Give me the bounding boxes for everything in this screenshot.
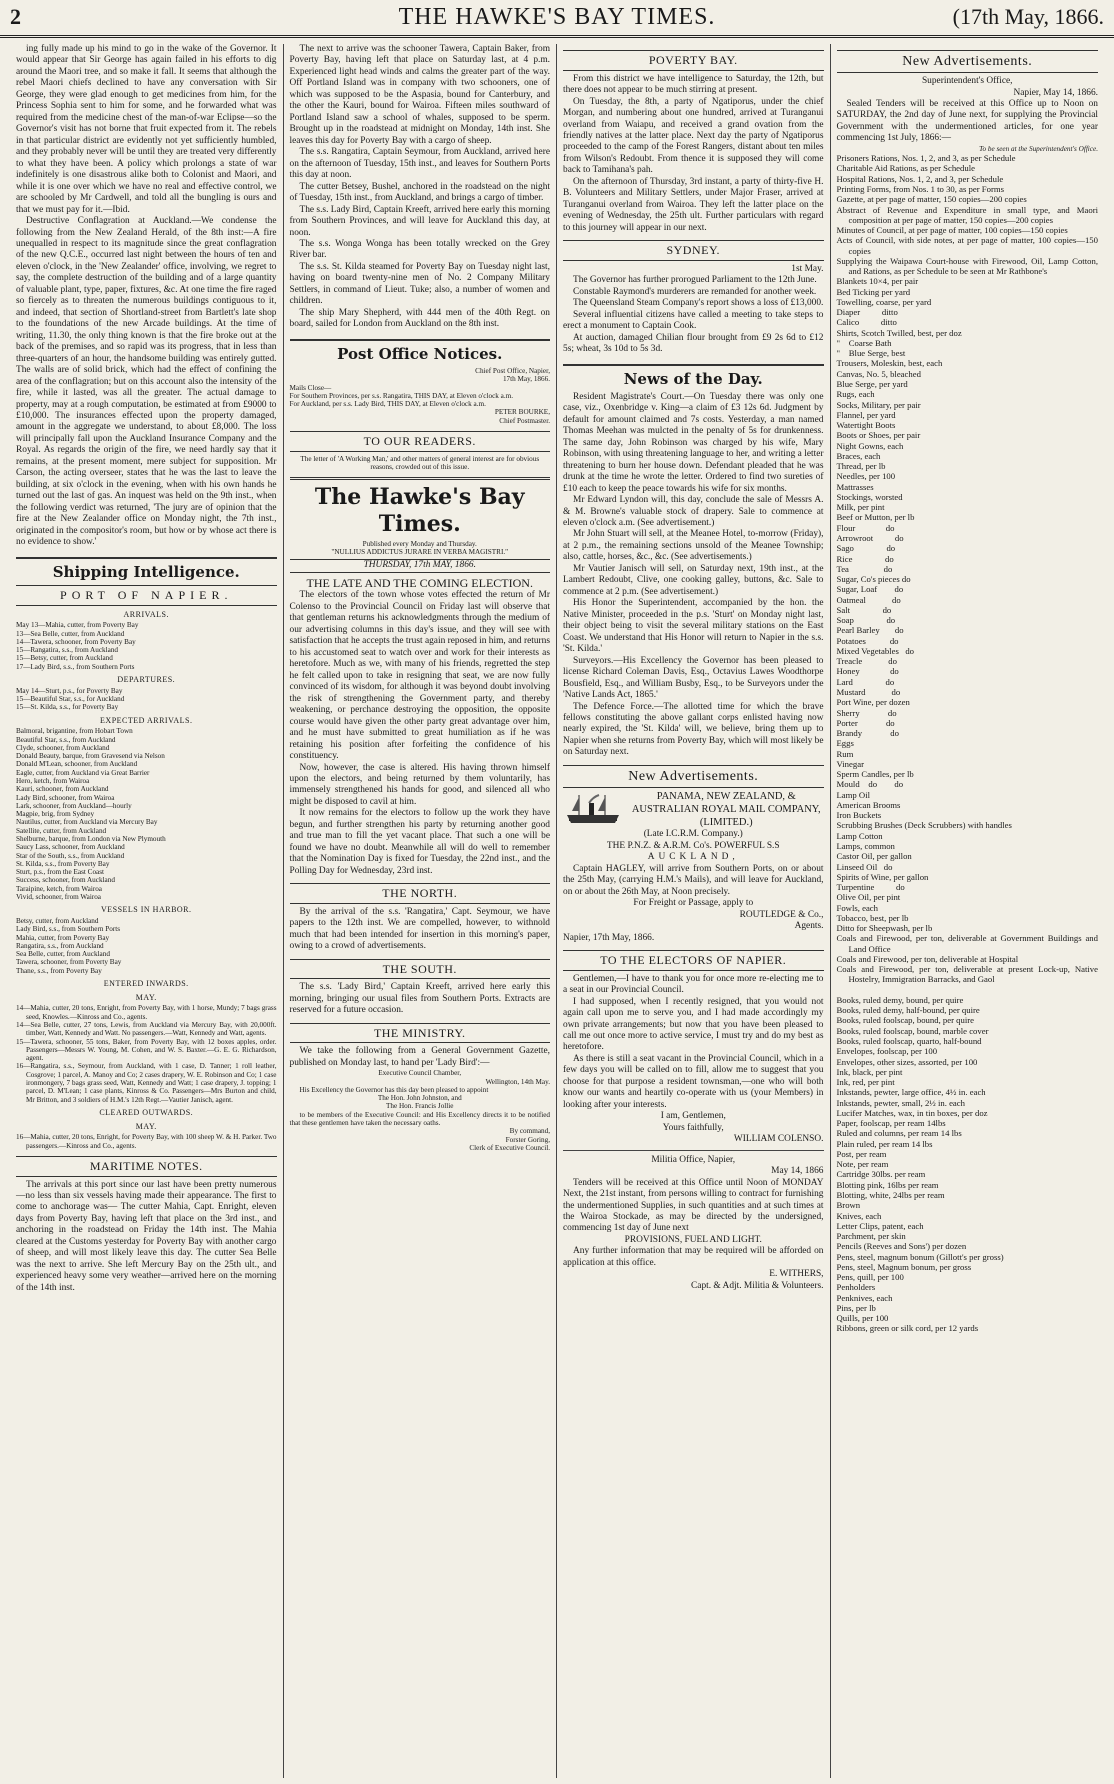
list-item: Penknives, each	[836, 1292, 893, 1303]
list-item: Lamps, common	[836, 840, 895, 851]
masthead: The Hawke's Bay Times.	[290, 477, 551, 538]
list-item: Supplying the Waipawa Court-house with Firewood, Oil, Lamp Cotton, and Rations, as per Schedule to be seen at Mr Rathbone's	[836, 255, 1101, 277]
list-item: Shirts, Scotch Twilled, best, per doz	[836, 327, 962, 338]
list-item: Nautilus, cutter, from Auckland via Mercury Bay	[16, 818, 158, 827]
panama-late: (Late I.C.R.M. Company.)	[643, 829, 743, 840]
list-item: Mixed Vegetables do	[836, 645, 915, 656]
departures-heading: DEPARTURES.	[117, 674, 176, 684]
departures-list	[16, 687, 277, 712]
ministry-heading: THE MINISTRY.	[290, 1023, 551, 1044]
list-item: Books, ruled foolscap, quarto, half-bound	[836, 1036, 982, 1047]
port-heading: PORT OF NAPIER.	[16, 585, 277, 606]
list-item: Lady Bird, s.s., from Southern Ports	[16, 925, 121, 934]
list-item: Coals and Firewood, per ton, deliverable at present Lock-up, Native Hostelry, Immigration Barracks, and Gaol	[836, 964, 1101, 985]
poverty-bay-p1: From this district we have intelligence to Saturday, the 12th, but there does not appear to be much stirring at present.	[563, 73, 824, 96]
list-item: 15—Beautiful Star, s.s., for Auckland	[16, 695, 125, 704]
list-item: 15—Tawera, schooner, 55 tons, Baker, from Poverty Bay, with 12 boxes apples, order. Passengers—Messrs W. Young, M. Cohen, and W. S. Baxter.—G. E. G. Richardson, agent.	[16, 1037, 279, 1063]
list-item: Inkstands, pewter, small, 2½ in. each	[836, 1097, 965, 1108]
harbor-list	[16, 917, 277, 975]
list-item: Ditto for Sheepwash, per lb	[836, 923, 933, 934]
leader-date: THURSDAY, 17th MAY, 1866.	[290, 559, 551, 572]
list-item: Books, ruled foolscap, bound, marble cover	[836, 1025, 989, 1036]
published-line: Published every Monday and Thursday.	[362, 539, 477, 548]
list-item: Turpentine do	[836, 882, 905, 893]
electors-heading: TO THE ELECTORS OF NAPIER.	[563, 950, 824, 971]
list-item: Brandy do	[836, 728, 899, 739]
sydney-p3: The Queensland Steam Company's report shows a loss of £13,000.	[573, 298, 824, 309]
list-item: Sugar, Co's pieces do	[836, 574, 911, 585]
outwards-list	[16, 1133, 277, 1150]
list-item: Vivid, schooner, from Wairoa	[16, 892, 101, 901]
list-item: Pens, steel, Magnum bonum, per gross	[836, 1261, 972, 1272]
ministry-role: Clerk of Executive Council.	[469, 1143, 550, 1152]
post-office-date: 17th May, 1866.	[502, 375, 550, 384]
superintendent-office: Superintendent's Office,	[921, 76, 1013, 87]
list-item: Ruled and columns, per ream 14 lbs	[836, 1128, 962, 1139]
list-item: Cartridge 30lbs. per ream	[836, 1169, 926, 1180]
list-item: Minutes of Council, at per page of matter, 100 copies—150 copies	[836, 225, 1068, 236]
list-item: Beef or Mutton, per lb	[836, 512, 915, 523]
list-item: Taraipine, ketch, from Wairoa	[16, 884, 102, 893]
list-item: Books, ruled demy, bound, per quire	[836, 994, 964, 1005]
panama-advertisement	[563, 791, 824, 944]
list-item: American Brooms	[836, 799, 901, 810]
list-item: Mustard do	[836, 686, 901, 697]
list-item: Books, ruled demy, half-bound, per quire	[836, 1005, 980, 1016]
columns	[10, 44, 1104, 1778]
list-item: Sago do	[836, 543, 896, 554]
list-item: Sherry do	[836, 707, 897, 718]
expected-heading: EXPECTED ARRIVALS.	[100, 715, 193, 725]
list-item: Letter Clips, patent, each	[836, 1220, 924, 1231]
list-item: Pens, quill, per 100	[836, 1272, 904, 1283]
list-item	[837, 985, 1099, 995]
panama-title: PANAMA, NEW ZEALAND, & AUSTRALIAN ROYAL MAIL COMPANY, (LIMITED.)	[631, 790, 821, 828]
list-item: Potatoes do	[836, 635, 899, 646]
column-2	[284, 44, 558, 1778]
list-item: Inkstands, pewter, large office, 4½ in. each	[836, 1087, 986, 1098]
list-item: Donald Beauty, barque, from Gravesend via Nelson	[16, 752, 165, 761]
list-item: Socks, Military, per pair	[836, 399, 921, 410]
list-item: May 14—Sturt, p.s., for Poverty Bay	[16, 686, 123, 695]
news-janisch: Mr Vautier Janisch will sell, on Saturday next, 19th inst., at the Lambert Redoubt, Clive, one cooking galley, buttons, &c. Sale to commence at 2 p.m. (See advertisement.)	[563, 563, 824, 597]
list-item: Boots or Shoes, per pair	[836, 430, 921, 441]
list-item: Satellite, cutter, from Auckland	[16, 826, 107, 835]
ministry-appointee-2: The Hon. Francis Jollie	[386, 1102, 454, 1111]
militia-role: Capt. & Adjt. Militia & Volunteers.	[691, 1280, 824, 1291]
list-item: Mattrasses	[836, 481, 874, 492]
news-stuart: Mr John Stuart will sell, at the Meanee Hotel, to-morrow (Friday), at 2 p.m., the remaining sections unsold of the Meanee Township; also, cattle, horses, &c., &c. (See advertisements.)	[563, 529, 824, 563]
list-item: Thread, per lb	[836, 461, 886, 472]
list-item: Success, schooner, from Auckland	[16, 876, 115, 885]
list-item: Gazette, at per page of matter, 150 copies—200 copies	[836, 194, 1027, 205]
tender-items-list	[837, 153, 1099, 1334]
panama-agent: ROUTLEDGE & Co.,	[739, 909, 824, 920]
issue-date: (17th May, 1866.	[952, 4, 1104, 29]
arrivals-heading: ARRIVALS.	[123, 609, 169, 619]
list-item: Flour do	[836, 522, 895, 533]
column-1	[10, 44, 284, 1778]
list-item: Tobacco, best, per lb	[836, 912, 909, 923]
column-3	[557, 44, 831, 1778]
post-office-origin: Chief Post Office, Napier,	[475, 367, 550, 376]
south-text: The s.s. 'Lady Bird,' Captain Kreeft, arrived here early this morning, bringing our usual files from Southern Ports. Extracts are reserved for a future occasion.	[289, 982, 550, 1016]
list-item: Shelburne, barque, from London via New Plymouth	[16, 834, 166, 843]
poverty-bay-p2: On Tuesday, the 8th, a party of Ngatiporus, under the chief Morgan, and numbering about one hundred, arrived at Turanganui overland from Waiapu, and received a grand ovation from the friendly natives at the latter place. Next day the party of Ngatiporus proceeded to the camp of the Forest Rangers, distant about ten miles from Wilson's Redoubt. From thence it is supposed they will come back to Tamihana's pah.	[563, 96, 824, 176]
sydney-p2: Constable Raymond's murderers are remanded for another week.	[573, 286, 817, 297]
ministry-date: Wellington, 14th May.	[485, 1077, 550, 1086]
list-item: Lady Bird, schooner, from Wairoa	[16, 793, 115, 802]
motto: "NULLIUS ADDICTUS JURARE IN VERBA MAGISTRI."	[331, 548, 509, 557]
list-item: 15—St. Kilda, s.s., for Poverty Bay	[16, 703, 119, 712]
post-office-heading: Post Office Notices.	[290, 339, 551, 363]
divider	[563, 1150, 824, 1151]
electors-yours: Yours faithfully,	[662, 1122, 724, 1133]
south-heading: THE SOUTH.	[290, 959, 551, 980]
election-p2: Now, however, the case is altered. His having thrown himself upon the electors, and being returned by them voluntarily, has immensely strengthened his hands for good, and silenced all who might be disposed to cavil at him.	[289, 762, 550, 807]
panama-date: Napier, 17th May, 1866.	[563, 932, 655, 943]
list-item: Towelling, coarse, per yard	[836, 296, 932, 307]
outwards-heading: CLEARED OUTWARDS.	[99, 1107, 194, 1117]
mail-auckland: For Auckland, per s.s. Lady Bird, THIS DAY, at Eleven o'clock a.m.	[289, 400, 486, 409]
steamship-icon	[563, 793, 623, 827]
inwards-heading: ENTERED INWARDS.	[103, 978, 189, 988]
article-continuation: ing fully made up his mind to go in the wake of the Governor. It would appear that Sir George has again failed in his efforts to dig around the Maori tree, and so make it fall. It seems that although the rebel Maori chiefs declined to have any conversation with Sir George, they were glad enough to get medicines from him, for the Princess Sophia sent to him for some, and he forwarded what was required from the medicine chest of the man-of-war Eclipse—so the Governor's visit has not borne that fruit expected from it. The rebels in that particular district are evidently not yet sufficiently humbled, and they probably never will be until they are treated very differently to what they have been. A policy which prolongs a state of war indefinitely is one disastrous alike both to Colonist and Maori, and while it is one over which we have no real and effective control, we are schooled by Mr Cardwell, and told all the bungling is ours and that we must pay for it.—Ibid.	[16, 44, 277, 215]
electors-p3: As there is still a seat vacant in the Provincial Council, which in a few days you will be called on to fill, allow me to suggest that you choose for that purpose a resident townsman,—one who will both know our wants and heartily co-operate with us (your Members) in looking after your interests.	[563, 1053, 824, 1110]
list-item: Ribbons, green or silk cord, per 12 yards	[836, 1323, 979, 1334]
news-court: Resident Magistrate's Court.—On Tuesday there was only one case, viz., Oxenbridge v. King—a claim of £3 12s 6d. Judgment by default for amount claimed and 7s costs. Yesterday, a man named Thomas Meehan was mulcted in the penalty of 5s for drunkenness. The same day, John Robinson was charged by his wife, Mary Robinson, with using threatening language to her, and writing a letter threatening to burn her house down. Defendant pleaded that he was drunk at the time he wrote the letter. Ordered to find two sureties of £10 each to keep the peace towards his wife for six months.	[563, 391, 824, 494]
list-item: Ink, black, per pint	[836, 1066, 903, 1077]
list-item: 14—Mahia, cutter, 20 tons, Enright, from Poverty Bay, with 1 horse, Mundy; 7 bags grass seed, Knowles.—Kinross and Co., agents.	[16, 1004, 279, 1021]
postmaster-name: PETER BOURKE,	[494, 408, 550, 417]
electors-p1: Gentlemen,—I have to thank you for once more re-electing me to a seat in our Provincial Council.	[563, 973, 824, 996]
newspaper-title: THE HAWKE'S BAY TIMES.	[398, 4, 716, 30]
list-item: Port Wine, per dozen	[836, 697, 910, 708]
list-item: Abstract of Revenue and Expenditure in small type, and Maori composition at per page of matter, 150 copies—200 copies	[836, 204, 1101, 225]
list-item: Vinegar	[836, 758, 864, 769]
list-item: Pearl Barley do	[836, 625, 904, 636]
list-item: Pins, per lb	[836, 1302, 876, 1313]
list-item: Star of the South, s.s., from Auckland	[16, 851, 125, 860]
maritime-tawera: The next to arrive was the schooner Tawera, Captain Baker, from Poverty Bay, having left that place on Saturday last, at 4 p.m. Experienced light head winds and calms the greater part of the way. Off Portland Island was in company with two schooners, one of which was supposed to be the Aspasia, bound for Canterbury, and the other the Kauri, bound for Wairoa. Fifteen miles southward of Portland Island saw a school of whales, supposed to be sperm. Brought up in the roadstead at midnight on Monday, 14th inst. She leaves this day for Poverty Bay with a cargo of sheep.	[289, 44, 550, 146]
list-item: Ink, red, per pint	[836, 1077, 895, 1088]
ministry-text: His Excellency the Governor has this day been pleased to appoint	[299, 1085, 489, 1094]
list-item: Clyde, schooner, from Auckland	[16, 743, 110, 752]
list-item: Tea do	[836, 563, 893, 574]
list-item: 16—Mahia, cutter, 20 tons, Enright, for Poverty Bay, with 100 sheep W. & H. Parker. Two passengers.—Kinross and Co., agents.	[16, 1133, 279, 1150]
column-4	[831, 44, 1105, 1778]
election-heading: THE LATE AND THE COMING ELECTION.	[306, 575, 533, 590]
list-item: Donald M'Lean, schooner, from Auckland	[16, 760, 138, 769]
list-item: Tawera, schooner, from Poverty Bay	[16, 958, 122, 967]
list-item: " Coarse Bath	[836, 337, 892, 348]
list-item: 14—Tawera, schooner, from Poverty Bay	[16, 637, 136, 646]
list-item: Arrowroot do	[836, 533, 904, 543]
maritime-st-kilda: The s.s. St. Kilda steamed for Poverty Bay on Tuesday night last, having on board twenty-nine men of No. 2 Company Military Settlers, in command of Lieut. Tuke; also, a number of women and children.	[289, 261, 550, 307]
electors-signature: WILLIAM COLENSO.	[733, 1134, 824, 1145]
list-item: Sea Belle, cutter, from Auckland	[16, 950, 110, 959]
list-item: Prisoners Rations, Nos. 1, 2, and 3, as per Schedule	[836, 153, 1016, 164]
list-item: Brown	[836, 1200, 861, 1211]
outwards-month: MAY.	[135, 1121, 157, 1131]
list-item: Lucifer Matches, wax, in tin boxes, per doz	[836, 1107, 988, 1118]
list-item: Blotting, white, 24lbs per ream	[836, 1190, 945, 1200]
list-item: Calico ditto	[836, 317, 897, 328]
mail-southern: For Southern Provinces, per s.s. Rangatira, THIS DAY, at Eleven o'clock a.m.	[289, 391, 514, 400]
militia-info: Any further information that may be required will be afforded on application at this office.	[563, 1246, 824, 1268]
list-item: Bed Ticking per yard	[836, 286, 911, 297]
ministry-chamber: Executive Council Chamber,	[378, 1069, 462, 1078]
list-item: Envelopes, foolscap, per 100	[836, 1046, 938, 1057]
list-item: Hero, ketch, from Wairoa	[16, 777, 90, 786]
list-item: Porter do	[836, 717, 895, 728]
list-item: Lamp Oil	[836, 789, 871, 800]
list-item: Mahia, cutter, from Poverty Bay	[16, 933, 110, 942]
militia-office: Militia Office, Napier,	[651, 1154, 736, 1165]
list-item: Knives, each	[836, 1210, 882, 1221]
list-item: Sugar, Loaf do	[836, 584, 904, 595]
advertisements-heading: New Advertisements.	[837, 50, 1099, 73]
maritime-heading: MARITIME NOTES.	[16, 1156, 277, 1177]
mails-close-label: Mails Close—	[289, 383, 332, 392]
list-item: Beautiful Star, s.s., from Auckland	[16, 735, 116, 744]
panama-text: Captain HAGLEY, will arrive from Southern Ports, on or about the 25th May, (carrying H.M.'s Mails), and will leave for Auckland, on or about the 26th May, at Noon precisely.	[563, 863, 824, 897]
electors-closing: I am, Gentlemen,	[660, 1111, 726, 1122]
list-item: 15—Rangatira, s.s., from Auckland	[16, 646, 119, 655]
maritime-betsey: The cutter Betsey, Bushel, anchored in the roadstead on the night of Tuesday, 15th inst., from Auckland, and brings a cargo of timber.	[289, 181, 550, 204]
news-defence: The Defence Force.—The allotted time for which the brave fellows constituting the above gallant corps enlisted having now nearly expired, the 'St. Kilda' will, we believe, bring them up to Napier when she returns from Poverty Bay, which will most likely be on Saturday next.	[563, 701, 824, 758]
list-item: Soap do	[836, 615, 896, 626]
list-item: Rice do	[836, 553, 894, 564]
list-item: Mould do do	[836, 779, 904, 790]
maritime-rangatira: The s.s. Rangatira, Captain Seymour, from Auckland, arrived here on the afternoon of Tuesday, 15th inst., and leaves for Southern Ports this day at noon.	[289, 147, 550, 181]
panama-steamer: THE P.N.Z. & A.R.M. Co's. POWERFUL S.S	[606, 840, 780, 851]
list-item: Trousers, Moleskin, best, each	[836, 358, 943, 369]
list-item: Betsy, cutter, from Auckland	[16, 916, 99, 925]
list-item: 14—Sea Belle, cutter, 27 tons, Lewis, from Auckland via Mercury Bay, with 20,000ft. timber, Watt, Kennedy and Watt. No passengers.—Watt, Kennedy and Watt, agents.	[16, 1021, 279, 1038]
list-item: Magpie, brig, from Sydney	[16, 810, 95, 819]
list-item: Eggs	[836, 738, 854, 749]
election-p3: It now remains for the electors to follow up the work they have begun, and further strengthen his party by returning another good and true man to fill the yet vacant place. That such a one will be found we have no doubt. Meanwhile all will do well to remember that the Nomination Day is fixed for Tuesday, the 22nd inst., and the Polling Day for Wednesday, 23rd inst.	[289, 808, 550, 876]
list-item: Kauri, schooner, from Auckland	[16, 785, 109, 794]
shipping-heading: Shipping Intelligence.	[16, 557, 277, 581]
sydney-heading: SYDNEY.	[563, 240, 824, 261]
list-item: Flannel, per yard	[836, 409, 896, 420]
list-item: Castor Oil, per gallon	[836, 851, 912, 862]
harbor-heading: VESSELS IN HARBOR.	[100, 905, 192, 915]
list-item: Blankets 10×4, per pair	[836, 276, 919, 287]
list-item: Balmoral, brigantine, from Hobart Town	[16, 727, 133, 736]
news-superintendent: His Honor the Superintendent, accompanied by the hon. the Native Minister, proceeded in the p.s. 'Sturt' on Monday night last, their object being to visit the several military stations on the East Coast. We understand that His Honor will return to Napier in the s.s. 'St. Kilda.'	[563, 598, 824, 655]
maritime-lady-bird: The s.s. Lady Bird, Captain Kreeft, arrived here early this morning from Southern Provinces, and will leave for Auckland this day, at noon.	[289, 204, 550, 238]
militia-tenders: Tenders will be received at this Office until Noon of MONDAY Next, the 21st instant, from persons willing to contract for furnishing the undermentioned Supplies, in such quantities and at such times at the Wairoa Stockade, as may be directed by the undersigned, commencing 1st day of June next	[563, 1177, 824, 1234]
list-item: Blotting pink, 16lbs per ream	[836, 1179, 939, 1190]
list-item: Coals and Firewood, per ton, deliverable at Hospital	[836, 953, 1019, 964]
north-heading: THE NORTH.	[290, 883, 551, 904]
ministry-text-2: to be members of the Executive Council: and His Excellency directs it to be notified that these gentlemen have taken the necessary oaths.	[289, 1110, 550, 1127]
inwards-list	[16, 1004, 277, 1103]
militia-provisions: PROVISIONS, FUEL AND LIGHT.	[624, 1234, 762, 1245]
list-item: Plain ruled, per ream 14 lbs	[836, 1138, 933, 1149]
poverty-bay-heading: POVERTY BAY.	[563, 50, 824, 71]
list-item: 16—Rangatira, s.s., Seymour, from Auckland, with 1 case, D. Tanner; 1 roll leather, Cosgrove; 1 parcel, A. Manoy and Co; 2 cases drapery, W. E. Robinson and Co; 1 case ironmongery, 7 bags grass seed, Watt, Kennedy and Watt; 1 case drapery, J. topping; 1 parcel, D. M'Lean; 1 case plants, Kinross & Co. Passengers—Mrs Burton and child, Mr Britton, and 3 soldiers of H.M.'s 12th Regt.—Vautier Janisch, agent.	[16, 1062, 279, 1104]
list-item: Printing Forms, from Nos. 1 to 30, as per Forms	[836, 183, 1004, 194]
ministry-appointee-1: The Hon. John Johnston, and	[377, 1094, 462, 1103]
sydney-p1: The Governor has further prorogued Parliament to the 12th June.	[573, 275, 817, 286]
list-item: Blue Serge, per yard	[836, 379, 908, 390]
inwards-month: MAY.	[135, 992, 157, 1002]
list-item: Rum	[836, 748, 854, 759]
list-item: Braces, each	[836, 450, 881, 461]
readers-heading: TO OUR READERS.	[290, 431, 551, 452]
news-surveyors: Surveyors.—His Excellency the Governor has been pleased to license Richard Coleman Davis, Esq., Octavius Lawes Woodthorpe Bousfield, Esq., and William Busby, Esq., to be Surveyors under the 'Native Lands Act, 1865.'	[563, 655, 824, 701]
list-item: Needles, per 100	[836, 471, 896, 482]
list-item: 15—Betsy, cutter, from Auckland	[16, 654, 113, 663]
list-item: Fowls, each	[836, 902, 878, 913]
list-item: Night Gowns, each	[836, 440, 904, 451]
list-item: Quills, per 100	[836, 1313, 889, 1324]
election-p1: The electors of the town whose votes effected the return of Mr Colenso to the Provincial Council on Friday last will observe that that gentleman returns his acknowledgments through the medium of our advertising columns in this day's issue, and they will see with satisfaction that he accepts the trust again reposed in him, and returns to his accustomed seat to watch over and work for their interests as heretofore. Much as we, with many of his friends, regretted the step he felt called upon to take in resigning that seat, we are now fully convinced of its wisdom, for although it was beyond doubt involving the risk of strengthening the Government party, and thereby weakening, or perchance destroying the opposition, the opposite course would have given the other party great advantage over him, and he must have submitted to great humiliation as if he was retaining his position after forfeiting the confidence of his constituency.	[289, 590, 550, 762]
poverty-bay-p3: On the afternoon of Thursday, 3rd instant, a party of thirty-five H. B. Volunteers and Military Settlers, under Major Fraser, arrived at Turanganui overland from Wairoa. They left the latter place on the evening of Wednesday, the 25th ult. Further particulars with regard to this journey will appear in our next.	[563, 176, 824, 233]
list-item: Canvas, No. 5, bleached	[836, 368, 921, 379]
panama-agents-label: Agents.	[794, 921, 824, 932]
north-text: By the arrival of the s.s. 'Rangatira,' Capt. Seymour, we have papers to the 12th inst. We are compelled, however, to withnold much that had been intended for insertion in this morning's paper, owing to a crowd of advertisements.	[289, 906, 550, 952]
list-item: Milk, per pint	[836, 502, 885, 513]
list-item: Olive Oil, per pint	[836, 892, 901, 903]
ministry-intro: We take the following from a General Government Gazette, published on Monday last, to hand per 'Lady Bird':—	[289, 1046, 550, 1068]
maritime-notes: The arrivals at this port since our last have been pretty numerous—no less than six vessels having made their appearance. The first to come to anchorage was— The cutter Mahia, Capt. Enright, eleven days from Poverty Bay, having left that place on the 3rd inst., and anchoring in the roadstead on Friday the 14th inst. The Mahia cleared at the Customs yesterday for Poverty Bay with another cargo of sheep, and will most likely leave this day. The cutter Sea Belle was the next to arrive. She left Mercury Bay on the 25th ult., and experienced heavy some very weather—arrived here on the morning of the 14th inst.	[16, 1179, 277, 1293]
panama-apply: For Freight or Passage, apply to	[633, 898, 754, 909]
sydney-p5: At auction, damaged Chilian flour brought from £9 2s 6d to £12 5s; wheat, 3s 10d to 5s 3d.	[563, 332, 824, 355]
list-item: Lark, schooner, from Auckland—hourly	[16, 801, 132, 810]
list-item: Salt do	[836, 604, 892, 615]
list-item: Diaper ditto	[836, 307, 898, 318]
maritime-mary-shepherd: The ship Mary Shepherd, with 444 men of the 40th Regt. on board, sailed for London from Auckland on the 8th inst.	[289, 307, 550, 330]
sydney-p4: Several influential citizens have called a meeting to take steps to erect a monument to Captain Cook.	[563, 309, 824, 332]
list-item: Scrubbing Brushes (Deck Scrubbers) with handles	[836, 820, 1012, 831]
list-item: Sturt, p.s., from the East Coast	[16, 868, 105, 877]
postmaster-role: Chief Postmaster.	[499, 416, 550, 425]
page-number: 2	[10, 4, 21, 29]
list-item: Watertight Boots	[836, 420, 896, 431]
list-item: Note, per ream	[836, 1159, 889, 1170]
list-item: 13—Sea Belle, cutter, from Auckland	[16, 629, 125, 638]
article-conflagration: Destructive Conflagration at Auckland.—We condense the following from the New Zealand Herald, of the 8th inst:—A fire unequalled in respect to its magnitude since the great conflagration of the new Q.C.E., occurred last night between the hours of ten and eleven o'clock, in the 'New Zealander' office, involving, we regret to say, the complete destruction of the building and of a large quantity of valuable plant, type, paper, fixtures, &c. At one time the fire raged so fiercely as to threaten the numerous buildings contiguous to it, and indeed, that section of Shortland-street from Bartlett's late shop to the foundations of the new Arcade buildings. At the time of writing, 11.30, the only thing known is that the fire broke out at the back of the premises, and so rapid was its progress, that in less than three-quarters of an hour, the handsome building was entirely gutted. The walls are of solid brick, which had the effect of confining the area of the conflagration; but on this account also the intensity of the fire, while it lasted, was all the greater. The actual damage to property, may at a rough computation, be estimated at from £9000 to £10,000. The insurances effected upon the property damaged, amount in the aggregate we understand, to about £8,000. The loss will principally fall upon the Auckland Insurance Company and the Royal. As regards the origin of the fire, we need hardly say that it remains, at the present moment, mere subject for supposition. Mr Carson, the acting overseer, states that he was the last to leave the building, at six o'clock in the evening, when with his own hands he turned out the last of gas. An inquest was held on the 9th inst., when the following verdict was returned, 'The jury are of opinion that the fire at the New Zealander office on Monday night, the 7th inst., originated in the compositor's room, but how or by whose act there is no evidence to show.'	[16, 216, 277, 548]
list-item: Pencils (Reeves and Sons') per dozen	[836, 1241, 967, 1252]
list-item: " Blue Serge, best	[836, 348, 906, 359]
list-item: Post, per ream	[836, 1148, 887, 1159]
list-item: Books, ruled foolscap, bound, per quire	[836, 1015, 975, 1026]
list-item: Envelopes, other sizes, assorted, per 100	[836, 1056, 978, 1067]
superintendent-date: Napier, May 14, 1866.	[1013, 87, 1098, 98]
schedule-note: To be seen at the Superintendent's Office.	[979, 144, 1098, 153]
list-item: Eagle, cutter, from Auckland via Great Barrier	[16, 768, 150, 777]
electors-p2: I had supposed, when I recently resigned, that you would not again call upon me to serve you, and I had made accordingly my own private arrangements; but now that you have been pleased to call me out once more to active service, I must try and do my best as heretofore.	[563, 996, 824, 1053]
list-item: Penholders	[836, 1282, 876, 1293]
arrivals-list	[16, 621, 277, 671]
ministry-signature: Forster Goring,	[505, 1135, 550, 1144]
list-item: Charitable Aid Rations, as per Schedule	[836, 163, 975, 174]
list-item: Rangatira, s.s., from Auckland	[16, 941, 104, 950]
list-item: Paper, foolscap, per ream 14lbs	[836, 1118, 946, 1129]
news-heading: News of the Day.	[563, 364, 824, 388]
militia-signature: E. WITHERS,	[769, 1269, 824, 1280]
list-item: St. Kilda, s.s., from Poverty Bay	[16, 859, 110, 868]
page-header	[0, 0, 1114, 38]
expected-list	[16, 727, 277, 901]
list-item: Saucy Lass, schooner, from Auckland	[16, 843, 125, 852]
list-item: Oatmeal do	[836, 594, 901, 605]
tenders-intro: Sealed Tenders will be received at this Office up to Noon on SATURDAY, the 2nd day of June next, for supplying the Provincial Government with the undermentioned articles, for one year commencing 1st July, 1866:—	[836, 99, 1098, 144]
list-item: Sperm Candles, per lb	[836, 769, 914, 780]
list-item: Parchment, per skin	[836, 1231, 906, 1242]
list-item: 17—Lady Bird, s.s., from Southern Ports	[16, 662, 135, 671]
list-item: Lard do	[836, 676, 895, 687]
list-item: Coals and Firewood, per ton, deliverable at Government Buildings and Land Office	[836, 933, 1101, 954]
list-item: Honey do	[836, 666, 899, 677]
list-item: Rugs, each	[836, 389, 875, 400]
list-item: Treacle do	[836, 656, 897, 667]
list-item: Spirits of Wine, per gallon	[836, 871, 929, 882]
news-lyndon: Mr Edward Lyndon will, this day, conclude the sale of Messrs A. & M. Browne's valuable stock of drapery. Sale to commence at eleven o'clock a.m. (See advertisement.)	[563, 495, 824, 529]
list-item: Hospital Rations, Nos. 1, 2, and 3, per Schedule	[836, 173, 1004, 184]
readers-notice: The letter of 'A Working Man,' and other matters of general interest are for obvious reasons, crowded out of this issue.	[300, 454, 540, 471]
list-item: May 13—Mahia, cutter, from Poverty Bay	[16, 621, 139, 630]
list-item: Pens, steel, magnum bonum (Gillott's per gross)	[836, 1251, 1004, 1262]
list-item: Linseed Oil do	[836, 861, 893, 872]
panama-ship-name: AUCKLAND,	[647, 852, 739, 863]
list-item: Stockings, worsted	[836, 491, 903, 502]
list-item: Iron Buckets	[836, 810, 882, 821]
new-advertisements-heading: New Advertisements.	[563, 765, 824, 788]
list-item: Lamp Cotton	[836, 830, 883, 841]
list-item: Thane, s.s., from Poverty Bay	[16, 966, 102, 975]
ministry-command: By command,	[509, 1127, 550, 1136]
sydney-date: 1st May.	[791, 263, 824, 274]
militia-date: May 14, 1866	[771, 1166, 824, 1177]
maritime-wonga: The s.s. Wonga Wonga has been totally wrecked on the Grey River bar.	[289, 238, 550, 261]
list-item: Acts of Council, with side notes, at per page of matter, 100 copies—150 copies	[836, 235, 1101, 256]
